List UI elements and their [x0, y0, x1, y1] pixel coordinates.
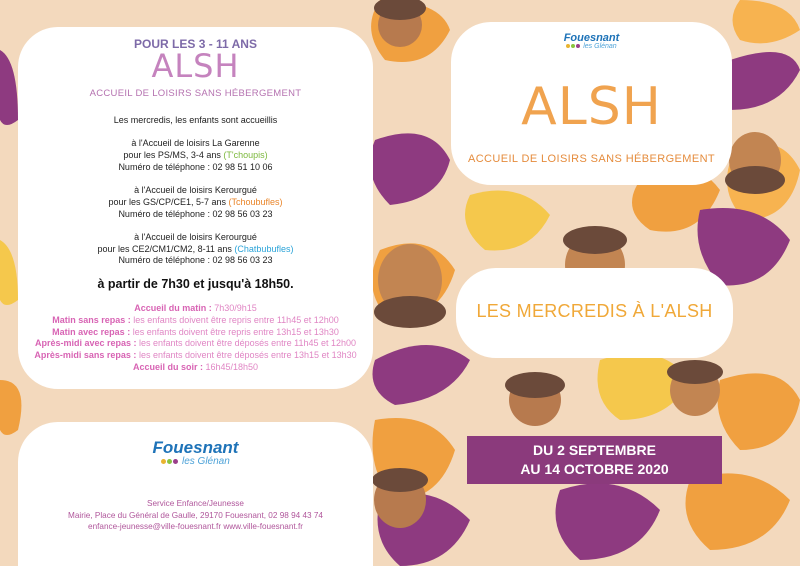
site-3-phone: Numéro de téléphone : 02 98 56 03 23	[118, 255, 273, 266]
alsh-title-big: ALSH	[521, 77, 662, 137]
web-contact[interactable]: enfance-jeunesse@ville-fouesnant.fr www.ville-fouesnant.fr	[88, 522, 303, 531]
info-panel	[18, 27, 373, 389]
schedule-row: Après-midi sans repas : les enfants doivent être déposés entre 13h15 et 13h30	[34, 350, 357, 361]
fouesnant-logo-top	[451, 32, 732, 50]
site-2-name: à l'Accueil de loisirs Kerourgué	[134, 185, 257, 196]
sites-list	[18, 115, 373, 267]
alsh-subtitle-small: ACCUEIL DE LOISIRS SANS HÉBERGEMENT	[89, 88, 302, 99]
site-1-group: pour les PS/MS, 3-4 ans (T'choupis)	[123, 150, 268, 161]
site-1-phone: Numéro de téléphone : 02 98 51 10 06	[118, 161, 273, 172]
group-tchoubufles: (Tchoubufles)	[228, 196, 283, 207]
alsh-title-small: ALSH	[151, 47, 240, 85]
age-heading: POUR LES 3 - 11 ANS	[134, 37, 257, 51]
logo-dots-icon	[566, 43, 581, 50]
alsh-subtitle-big: ACCUEIL DE LOISIRS SANS HÉBERGEMENT	[467, 153, 716, 165]
logo-name: Fouesnant	[563, 32, 620, 44]
title-panel	[451, 22, 732, 185]
site-2-group: pour les GS/CP/CE1, 5-7 ans (Tchoubufles)	[108, 196, 283, 207]
schedule-row: Matin sans repas : les enfants doivent être repris entre 11h45 et 12h00	[52, 314, 339, 325]
contact-info	[18, 498, 373, 533]
group-tchoupis: (T'choupis)	[223, 150, 268, 161]
service-name: Service Enfance/Jeunesse	[147, 499, 244, 508]
contact-panel	[18, 422, 373, 566]
dates-banner	[467, 436, 722, 484]
schedule-row: Matin avec repas : les enfants doivent être repris entre 13h15 et 13h30	[52, 326, 339, 337]
group-chatbubufles: (Chatbubufles)	[234, 243, 294, 254]
intro-text: Les mercredis, les enfants sont accueillis	[113, 115, 278, 125]
schedule-row: Après-midi avec repas : les enfants doivent être déposés entre 11h45 et 12h00	[34, 338, 357, 349]
wednesday-panel	[456, 268, 733, 358]
schedule-list	[18, 303, 373, 374]
schedule-row: Accueil du soir : 16h45/18h50	[132, 361, 259, 372]
schedule-row: Accueil du matin : 7h30/9h15	[134, 303, 257, 313]
site-3-group: pour les CE2/CM1/CM2, 8-11 ans (Chatbubufles)	[97, 243, 294, 254]
site-3-name: à l'Accueil de loisirs Kerourgué	[134, 231, 257, 242]
site-1-name: à l'Accueil de loisirs La Garenne	[131, 138, 260, 149]
logo-name: Fouesnant	[152, 438, 239, 457]
fouesnant-logo-bottom	[18, 438, 373, 467]
address: Mairie, Place du Général de Gaulle, 29170 Fouesnant, 02 98 94 43 74	[68, 510, 323, 520]
wednesday-heading: LES MERCREDIS À L'ALSH	[476, 301, 713, 321]
logo-subtitle: les Glénan	[583, 43, 617, 50]
dates-line-2: AU 14 OCTOBRE 2020	[520, 461, 669, 477]
logo-dots-icon	[161, 456, 179, 467]
opening-hours: à partir de 7h30 et jusqu'à 18h50.	[97, 277, 294, 291]
dates-line-1: DU 2 SEPTEMBRE	[533, 442, 656, 458]
logo-subtitle: les Glénan	[181, 456, 230, 467]
site-2-phone: Numéro de téléphone : 02 98 56 03 23	[118, 208, 273, 219]
